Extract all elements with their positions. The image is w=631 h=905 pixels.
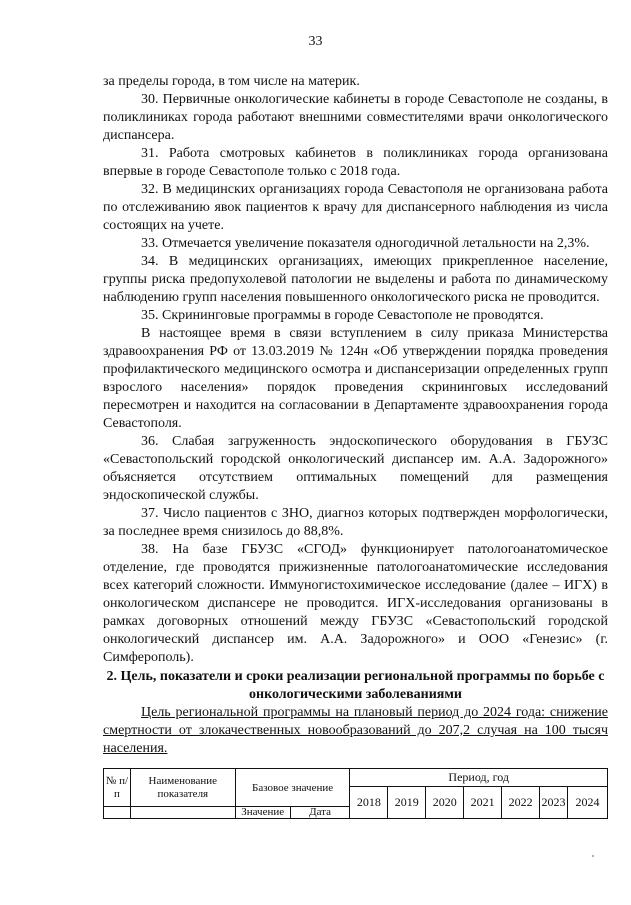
paragraph: 37. Число пациентов с ЗНО, диагноз которых подтвержден морфологически, за последнее время снизилось до 88,8%. (103, 506, 608, 539)
paragraph: 33. Отмечается увеличение показателя одногодичной летальности на 2,3%. (141, 236, 590, 251)
paragraph: за пределы города, в том числе на материк. (103, 74, 360, 89)
col-number-header: № п/п (104, 769, 131, 807)
year-header: 2021 (464, 787, 502, 819)
paragraph: 31. Работа смотровых кабинетов в поликлиниках города организована впервые в городе Севастополе только с 2018 года. (103, 146, 608, 179)
col-name-header: Наименование показателя (130, 769, 235, 807)
paragraph: В настоящее время в связи вступлением в силу приказа Министерства здравоохранения РФ от 13.03.2019 № 124н «Об утверждении порядка проведения профилактического медицинского осмотра и диспансеризации определенных групп взрослого населения» порядок проведения скрининговых исследований пересмотрен и находится на согласовании в Департаменте здравоохранения города Севастополя. (103, 326, 608, 431)
year-header: 2022 (502, 787, 540, 819)
paragraph: 36. Слабая загруженность эндоскопического оборудования в ГБУЗС «Севастопольский городской онкологический диспансер им. А.А. Задорожного» объясняется отсутствием оптимальных помещений для размещения эндоскопической службы. (103, 434, 608, 503)
paragraph: 32. В медицинских организациях города Севастополя не организована работа по отслеживанию явок пациентов к врачу для диспансерного наблюдения из числа состоящих на учете. (103, 182, 608, 233)
name-cell (130, 807, 235, 819)
col-value-header: Значение (235, 807, 290, 819)
goal-paragraph (103, 704, 608, 758)
col-base-header: Базовое значение (235, 769, 350, 807)
col-date-header: Дата (290, 807, 350, 819)
goal-text: Цель региональной программы на плановый период до 2024 года: снижение смертности от злокачественных новообразований до 207,2 случая на 100 тысяч населения. (103, 705, 608, 756)
year-header: 2020 (426, 787, 464, 819)
year-header: 2018 (350, 787, 388, 819)
year-header: 2019 (388, 787, 426, 819)
indicators-table (103, 768, 608, 819)
paragraph: 38. На базе ГБУЗС «СГОД» функционирует патологоанатомическое отделение, где проводятся прижизненные патологоанатомические исследования всех категорий сложности. Иммуногистохимическое исследование (далее – ИГХ) в онкологическом диспансере не проводится. ИГХ-исследования организованы в рамках договорных отношений между ГБУЗС «Севастопольский городской онкологический диспансер им. А.А. Задорожного» и ООО «Генезис» (г. Симферополь). (103, 542, 608, 665)
year-header: 2024 (568, 787, 608, 819)
paragraph: 34. В медицинских организациях, имеющих прикрепленное население, группы риска предопухолевой патологии не выделены и работа по динамическому наблюдению групп населения повышенного онкологического риска не проводится. (103, 254, 608, 305)
col-period-header: Период, год (350, 769, 608, 787)
paragraph: 35. Скрининговые программы в городе Севастополе не проводятся. (141, 308, 544, 323)
scan-speck (592, 855, 594, 857)
paragraph: 30. Первичные онкологические кабинеты в городе Севастополе не созданы, в поликлиниках города работают внешними совместителями врачи онкологического диспансера. (103, 92, 608, 143)
page-number: 33 (308, 34, 323, 49)
year-header: 2023 (540, 787, 568, 819)
number-cell (104, 807, 131, 819)
document-body (103, 73, 608, 758)
section-heading: 2. Цель, показатели и сроки реализации региональной программы по борьбе с онкологическими заболеваниями (106, 669, 605, 702)
